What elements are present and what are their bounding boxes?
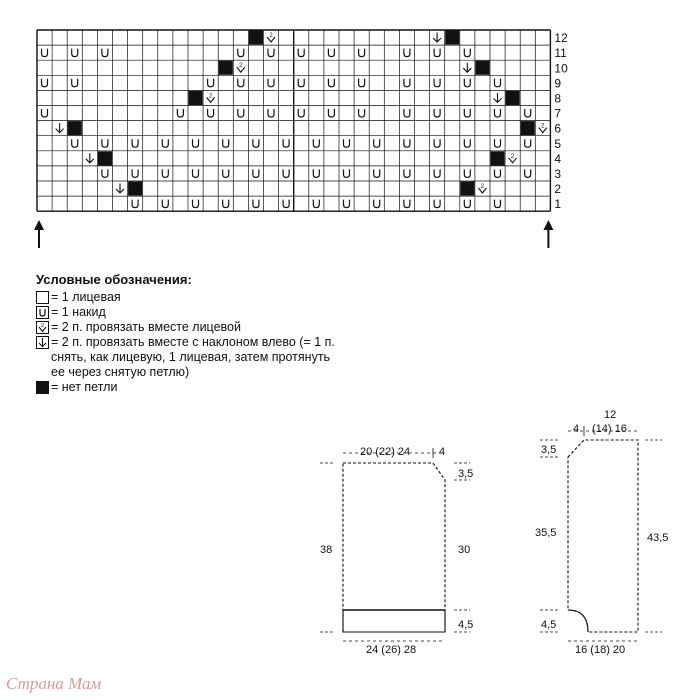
front-right-top: 3,5 bbox=[458, 468, 474, 480]
sleeve-scheme bbox=[535, 409, 668, 656]
svg-text:2: 2 bbox=[40, 323, 45, 329]
front-scheme bbox=[320, 446, 473, 656]
watermark-logo: Страна Мам bbox=[6, 674, 102, 693]
sleeve-bottom-width: 16 (18) 20 bbox=[575, 644, 626, 656]
sleeve-top-width: (14) 16 bbox=[592, 423, 627, 435]
row-number: 2 bbox=[554, 182, 562, 197]
row-number: 12 bbox=[554, 31, 568, 46]
legend-title: Условные обозначения: bbox=[36, 272, 192, 287]
row-number: 6 bbox=[554, 121, 562, 136]
svg-text:2: 2 bbox=[239, 63, 243, 70]
legend-text-nostitch: = нет петли bbox=[51, 380, 118, 394]
front-left-height: 38 bbox=[320, 544, 333, 556]
front-right-height: 30 bbox=[458, 544, 471, 556]
front-outline-dashed bbox=[343, 463, 445, 632]
row-number: 7 bbox=[554, 106, 562, 121]
svg-text:2: 2 bbox=[541, 123, 545, 130]
legend-text-k2tog: = 2 п. провязать вместе лицевой bbox=[51, 320, 241, 334]
sleeve-top-left: 4 bbox=[573, 423, 580, 435]
front-bottom-width: 24 (26) 28 bbox=[366, 644, 417, 656]
sleeve-outline-dashed bbox=[568, 440, 638, 632]
sleeve-right-height: 43,5 bbox=[647, 532, 669, 544]
legend-text-knit: = 1 лицевая bbox=[51, 290, 121, 304]
legend-text-yo: = 1 накид bbox=[51, 305, 106, 319]
svg-text:2: 2 bbox=[510, 153, 515, 160]
legend-text-skp: = 2 п. провязать вместе с наклоном влево (= 1 п. снять, как лицевую, 1 лицевая, затем протянуть ее через снятую петлю) bbox=[51, 335, 335, 379]
row-number: 9 bbox=[554, 76, 562, 91]
row-number: 3 bbox=[554, 167, 562, 181]
front-right-bottom: 4,5 bbox=[458, 619, 474, 631]
sleeve-left-top: 3,5 bbox=[541, 444, 557, 456]
svg-text:2: 2 bbox=[208, 93, 213, 100]
front-shoulder-width: 4 bbox=[439, 446, 446, 458]
row-number: 10 bbox=[554, 61, 568, 76]
svg-text:2: 2 bbox=[480, 184, 485, 190]
row-number: 4 bbox=[554, 151, 562, 166]
row-number: 1 bbox=[554, 197, 562, 212]
row-number: 8 bbox=[554, 91, 562, 106]
svg-text:2: 2 bbox=[269, 33, 273, 39]
front-top-width: 20 (22) 24 bbox=[360, 446, 411, 458]
row-number: 5 bbox=[554, 136, 562, 151]
sleeve-left-bottom: 4,5 bbox=[541, 619, 557, 631]
sleeve-left-height: 35,5 bbox=[535, 527, 557, 539]
row-number: 11 bbox=[554, 46, 567, 61]
sleeve-top-numbers: 12 bbox=[604, 409, 617, 421]
